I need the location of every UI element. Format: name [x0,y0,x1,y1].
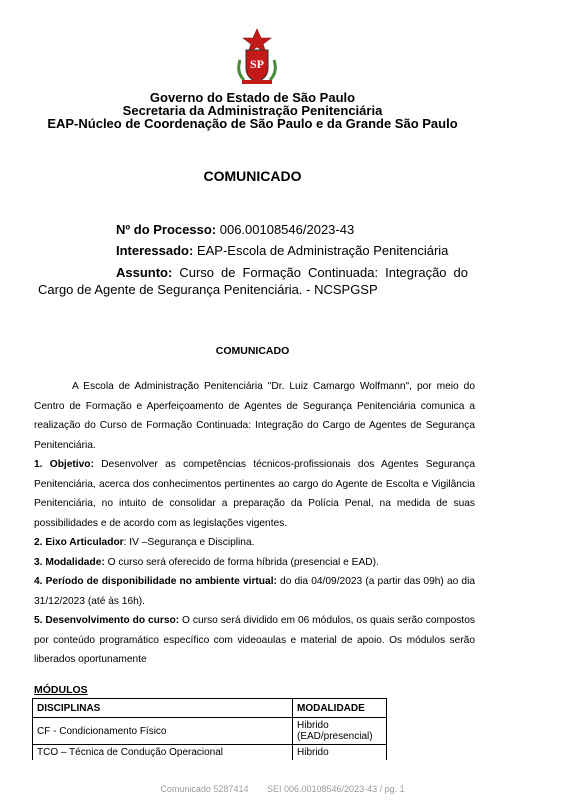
table-header-row [33,699,387,718]
interested-value: EAP-Escola de Administração Penitenciária [196,243,449,258]
subject-label: Assunto: [116,265,173,280]
intro-paragraph: A Escola de Administração Penitenciária "Dr. Luiz Camargo Wolfmann", por meio do Centro de Formação e Aperfeiçoamento de Agentes de Segurança Penitenciária comunica a realização do Curso de Formação Continuada: Integração do Cargo de Agentes de Segurança Penitenciária. [34,381,475,451]
item-text: : IV –Segurança e Disciplina. [123,537,255,548]
body-title: COMUNICADO [215,345,290,357]
item-label: 2. Eixo Articulador [34,537,124,548]
item-availability [34,572,475,611]
item-label: 1. Objetivo: [34,459,94,470]
table-row [33,718,387,745]
table-header: DISCIPLINAS [33,699,293,718]
item-text: Desenvolver as competências técnicos-profissionais dos Agentes Segurança Penitenciária, acerca dos conhecimentos pertinentes ao cargo do Agente de Escolta e Vigilância Penitenciária, no intuito de consolidar a preparação da Polícia Penal, na medida de suas possibilidades e de acordo com as legislações vigentes. [34,459,475,529]
subject-value-line2: Cargo de Agente de Segurança Penitenciária. - NCSPGSP [38,282,378,297]
item-axis [34,533,475,553]
header-nucleus: EAP-Núcleo de Coordenação de São Paulo e da Grande São Paulo [47,116,458,131]
item-label: 3. Modalidade: [34,556,105,568]
subject [38,264,468,298]
modules-heading: MÓDULOS [34,684,88,696]
subject-value-line1: Curso de Formação Continuada: Integração do [179,265,468,280]
item-label: 5. Desenvolvimento do curso: [34,615,180,626]
item-objective [34,455,475,533]
document-title: COMUNICADO [203,168,302,184]
header-government: Governo do Estado de São Paulo [149,90,356,105]
modules-table [32,698,387,761]
page-cut-mask [0,760,565,800]
item-modality [34,553,475,573]
table-cell: CF - Condicionamento Físico [33,718,293,745]
item-text: O curso será dividido em 06 módulos, os quais serão compostos por conteúdo programático específico com videoaulas e material de apoio. Os módulos serão liberados oportunamente [34,615,475,665]
table-cell: Hibrido [293,745,387,761]
state-coat-of-arms-logo [232,28,282,86]
item-development [34,611,475,670]
interested-party [116,242,448,259]
process-value: 006.00108546/2023-43 [219,222,355,237]
table-cell: Hibrido (EAD/presencial) [293,718,387,745]
page-footer [0,784,565,794]
item-label: 4. Período de disponibilidade no ambiente virtual: [34,576,277,587]
item-text: O curso será oferecido de forma híbrida (presencial e EAD). [104,556,379,568]
interested-label: Interessado: [116,243,194,258]
header-secretariat: Secretaria da Administração Penitenciária [122,103,383,118]
process-number [116,221,354,238]
document-body [34,377,475,670]
table-cell: TCO – Técnica de Condução Operacional [33,745,293,761]
item-text: do dia 04/09/2023 (a partir das 09h) ao dia 31/12/2023 (até às 16h). [34,576,475,607]
table-row [33,745,387,761]
crest-letters: SP [249,57,265,71]
process-label: Nº do Processo: [116,222,217,237]
table-header: MODALIDADE [293,699,387,718]
footer-document-id: Comunicado 5287414 [160,784,249,794]
footer-sei-reference: SEI 006.00108546/2023-43 / pg. 1 [266,784,405,794]
